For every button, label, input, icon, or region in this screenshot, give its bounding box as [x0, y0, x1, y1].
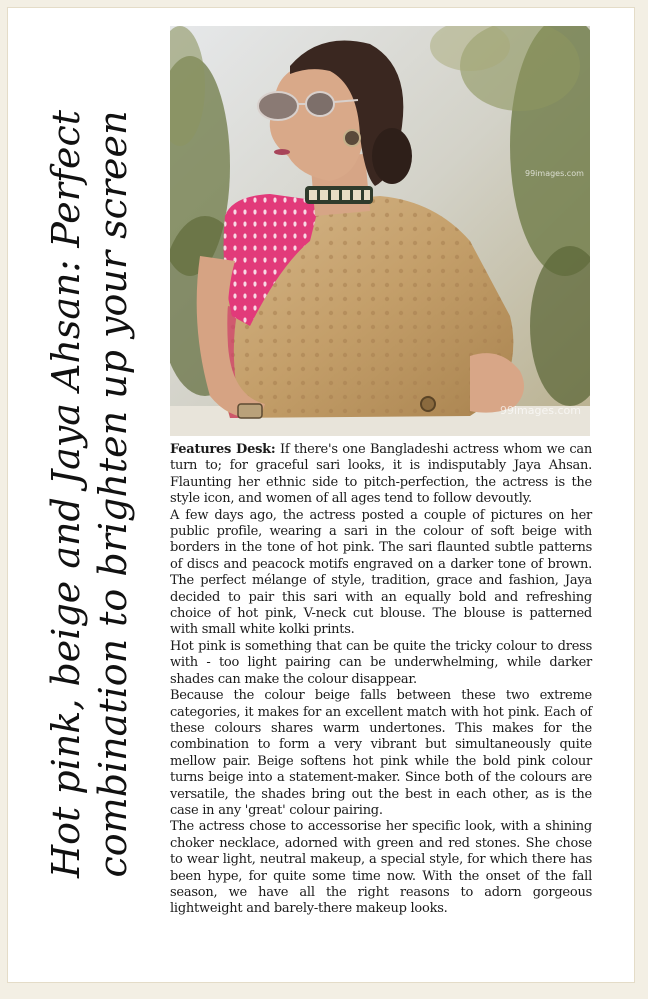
paragraph-1-text: If there's one Bangladeshi actress whom we can turn to; for graceful sari looks, it is indisputably Jaya Ahsan. Flaunting her ethnic side to pitch-perfection, the actress is the style icon, and women of all ages tend to follow devoutly. — [170, 442, 592, 507]
watermark-bottom: 99images.com — [500, 404, 581, 417]
headline-line-1: Hot pink, beige and Jaya Ahsan: Perfect — [44, 109, 88, 879]
paragraph-3: Hot pink is something that can be quite the tricky colour to dress with - too light pairing can be underwhelming, while darker shades can make the colour disappear. — [170, 638, 592, 687]
hair-bun — [372, 128, 412, 184]
paragraph-2: A few days ago, the actress posted a couple of pictures on her public profile, wearing a sari in the colour of soft beige with borders in the tone of hot pink. The sari flaunted subtle patterns of discs and peacock motifs engraved on a darker tone of brown. The perfect mélange of style, tradition, grace and fashion, Jaya decided to pair this sari with an equally bold and refreshing choice of hot pink, V-neck cut blouse. The blouse is patterned with small white kolki prints. — [170, 507, 592, 638]
byline: Features Desk: — [170, 442, 276, 457]
lips — [274, 149, 290, 155]
photo-illustration — [170, 26, 590, 436]
watch-icon — [238, 404, 262, 418]
headline-line-2: combination to brighten up your screen — [91, 110, 135, 878]
paragraph-5: The actress chose to accessorise her specific look, with a shining choker necklace, adorned with green and red stones. She chose to wear light, neutral makeup, a special style, for which there has been hype, for quite some time now. With the onset of the fall season, we have all the right reasons to adorn gorgeous lightweight and barely-there makeup looks. — [170, 819, 592, 917]
watermark-top: 99images.com — [525, 169, 584, 178]
article-body — [170, 442, 592, 918]
earring-icon — [344, 130, 360, 146]
article-photo — [170, 26, 590, 436]
paragraph-4: Because the colour beige falls between these two extreme categories, it makes for an excellent match with hot pink. Each of these colours shares warm undertones. This makes for the combination to form a very vibrant but simultaneously quite mellow pair. Beige softens hot pink while the bold pink colour turns beige into a statement-maker. Since both of the colours are versatile, the shades bring out the best in each other, as is the case in any 'great' colour pairing. — [170, 688, 592, 818]
paragraph-1 — [170, 442, 592, 508]
headline — [43, 54, 137, 934]
ring-icon — [421, 397, 435, 411]
